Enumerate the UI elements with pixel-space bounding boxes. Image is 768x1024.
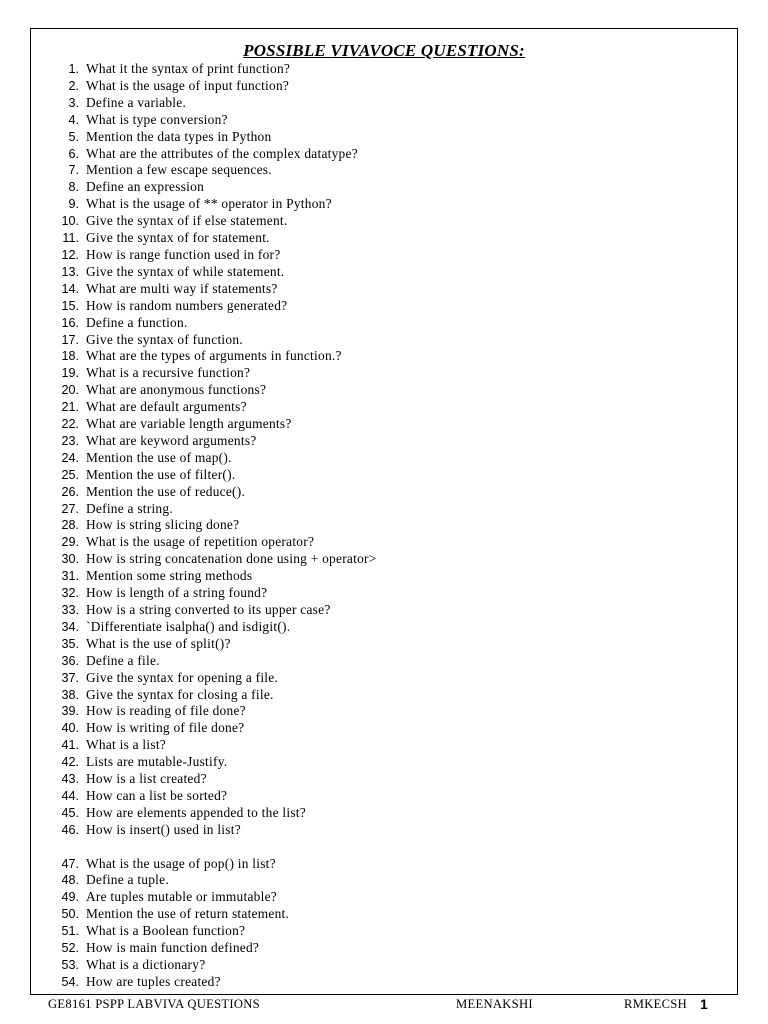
question-text: How is insert() used in list? (86, 821, 241, 837)
question-number: 13. (61, 264, 79, 279)
question-item (52, 619, 377, 636)
question-text: Give the syntax of for statement. (86, 230, 270, 246)
question-number: 10. (61, 214, 79, 229)
question-text: What is a Boolean function? (86, 923, 246, 939)
question-text: Mention the use of reduce(). (86, 483, 246, 499)
question-item (52, 146, 377, 163)
question-text: What are the types of arguments in function.? (86, 348, 342, 364)
question-item (52, 467, 377, 484)
question-item (52, 534, 377, 551)
question-number: 12. (61, 247, 79, 262)
question-number: 49. (61, 890, 79, 905)
question-number: 48. (61, 873, 79, 888)
question-list (52, 61, 377, 991)
question-item (52, 687, 377, 704)
question-item (52, 737, 377, 754)
question-item (52, 112, 377, 129)
question-text: Define a file. (86, 652, 160, 668)
question-text: Define an expression (86, 179, 205, 195)
question-text: Mention a few escape sequences. (86, 162, 272, 178)
question-text: How is a list created? (86, 771, 207, 787)
question-item (52, 484, 377, 501)
question-item (52, 788, 377, 805)
question-number: 33. (61, 603, 79, 617)
question-item (52, 247, 377, 264)
question-item (52, 636, 377, 653)
question-text: How is main function defined? (86, 940, 260, 956)
question-item (52, 889, 377, 906)
document-title: POSSIBLE VIVAVOCE QUESTIONS: (243, 41, 525, 60)
question-text: How can a list be sorted? (86, 787, 228, 803)
question-text: Give the syntax for opening a file. (86, 669, 279, 685)
question-number: 35. (61, 636, 79, 651)
question-item (52, 382, 377, 399)
question-item (52, 923, 377, 940)
question-text: Are tuples mutable or immutable? (86, 889, 277, 905)
question-text: Give the syntax of if else statement. (86, 213, 288, 229)
question-text: What are multi way if statements? (86, 280, 278, 296)
question-number: 15. (61, 298, 79, 313)
question-text: Mention the use of map(). (86, 449, 232, 465)
question-number: 27. (61, 501, 79, 516)
question-item (52, 264, 377, 281)
question-number: 29. (61, 535, 79, 550)
question-item (52, 906, 377, 923)
question-text: Mention the data types in Python (86, 128, 272, 144)
question-item (52, 585, 377, 602)
question-number: 53. (61, 958, 79, 973)
question-text: Lists are mutable-Justify. (86, 754, 228, 770)
question-number: 9. (68, 197, 79, 212)
question-number: 40. (61, 721, 79, 736)
question-number: 36. (61, 653, 79, 668)
question-number: 19. (61, 366, 79, 381)
question-text: What is a dictionary? (86, 957, 206, 973)
question-item (52, 162, 377, 179)
question-number: 6. (68, 146, 79, 161)
question-text: What is type conversion? (86, 111, 228, 127)
question-item (52, 315, 377, 332)
question-text: How is range function used in for? (86, 246, 281, 262)
question-text: What are the attributes of the complex datatype? (86, 145, 358, 161)
question-number: 23. (61, 433, 79, 448)
question-text: What is the usage of input function? (86, 77, 290, 93)
question-text: Mention some string methods (86, 568, 253, 584)
question-item (52, 653, 377, 670)
question-number: 50. (61, 907, 79, 922)
question-number: 37. (61, 670, 79, 685)
question-text: Mention the use of filter(). (86, 466, 236, 482)
question-text: How is random numbers generated? (86, 297, 288, 313)
question-number: 41. (61, 738, 79, 753)
question-item (52, 230, 377, 247)
question-item (52, 213, 377, 230)
question-number: 16. (61, 315, 79, 330)
question-text: Define a tuple. (86, 872, 169, 888)
question-number: 24. (61, 450, 79, 465)
page-number: 1 (700, 996, 709, 1012)
question-item (52, 551, 377, 568)
question-number: 51. (61, 924, 79, 939)
question-text: How is string slicing done? (86, 517, 240, 533)
question-item (52, 298, 377, 315)
question-item (52, 754, 377, 771)
question-number: 30. (61, 552, 79, 567)
question-item (52, 399, 377, 416)
question-number: 44. (61, 788, 79, 803)
question-item (52, 365, 377, 382)
question-number: 18. (61, 349, 79, 364)
question-text: Give the syntax of function. (86, 331, 243, 347)
question-text: Give the syntax of while statement. (86, 263, 285, 279)
question-number: 1. (68, 62, 79, 76)
question-number: 22. (61, 417, 79, 432)
question-text: Mention the use of return statement. (86, 906, 290, 922)
question-text: Give the syntax for closing a file. (86, 686, 274, 702)
question-number: 2. (68, 78, 79, 93)
question-text: What is the use of split()? (86, 635, 231, 651)
footer-course: GE8161 PSPP LABVIVA QUESTIONS (48, 997, 260, 1011)
question-text: Define a function. (86, 314, 188, 330)
question-item (52, 78, 377, 95)
question-number: 28. (61, 518, 79, 533)
question-text: How is reading of file done? (86, 703, 246, 719)
question-item (52, 974, 377, 991)
question-text: How are elements appended to the list? (86, 804, 306, 820)
question-number: 42. (61, 755, 79, 770)
question-number: 43. (61, 772, 79, 787)
question-number: 17. (61, 332, 79, 347)
question-number: 54. (61, 974, 79, 989)
question-item (52, 281, 377, 298)
question-item (52, 940, 377, 957)
question-text: What is a list? (86, 737, 166, 753)
question-number: 34. (61, 619, 79, 634)
question-text: What is the usage of repetition operator? (86, 534, 315, 550)
question-item (52, 433, 377, 450)
question-number: 4. (68, 112, 79, 127)
question-text: How are tuples created? (86, 973, 221, 989)
question-number: 5. (68, 129, 79, 144)
question-number: 14. (61, 281, 79, 296)
question-item (52, 95, 377, 112)
question-item (52, 517, 377, 534)
footer-author: MEENAKSHI (456, 997, 533, 1011)
question-number: 21. (61, 400, 79, 415)
question-item (52, 720, 377, 737)
question-item (52, 872, 377, 889)
question-number: 32. (61, 586, 79, 601)
question-item (52, 957, 377, 974)
question-number: 38. (61, 687, 79, 702)
question-number: 20. (61, 383, 79, 398)
question-item (52, 602, 377, 619)
question-number: 26. (61, 484, 79, 499)
question-item (52, 568, 377, 585)
question-number: 8. (68, 180, 79, 195)
question-item (52, 771, 377, 788)
question-item (52, 670, 377, 687)
question-text: What is the usage of pop() in list? (86, 855, 276, 871)
page-footer (30, 997, 738, 1017)
question-number: 3. (68, 95, 79, 110)
question-number: 31. (61, 569, 79, 584)
question-text: `Differentiate isalpha() and isdigit(). (86, 618, 291, 634)
question-item (52, 822, 377, 839)
question-text: What are variable length arguments? (86, 416, 292, 432)
question-number: 45. (61, 805, 79, 820)
question-text: How is a string converted to its upper case? (86, 602, 331, 617)
question-number: 25. (61, 467, 79, 482)
question-text: What is the usage of ** operator in Python? (86, 196, 332, 212)
question-item (52, 196, 377, 213)
question-text: What are keyword arguments? (86, 432, 257, 448)
question-number: 47. (61, 856, 79, 871)
question-item (52, 703, 377, 720)
question-item (52, 501, 377, 518)
question-item (52, 450, 377, 467)
question-text: What is a recursive function? (86, 365, 251, 381)
question-number: 52. (61, 941, 79, 956)
question-item (52, 332, 377, 349)
question-item (52, 856, 377, 873)
question-item (52, 348, 377, 365)
question-text: What are default arguments? (86, 399, 247, 415)
question-text: How is writing of file done? (86, 720, 245, 736)
question-item (52, 416, 377, 433)
question-item (52, 61, 377, 78)
question-item (52, 179, 377, 196)
question-item (52, 805, 377, 822)
question-text: How is string concatenation done using + operator> (86, 551, 377, 567)
question-text: What are anonymous functions? (86, 382, 267, 398)
question-number: 11. (62, 231, 79, 246)
question-text: Define a variable. (86, 94, 187, 110)
question-text: Define a string. (86, 500, 173, 516)
question-text: What it the syntax of print function? (86, 61, 291, 76)
question-number: 46. (61, 822, 79, 837)
question-number: 39. (61, 704, 79, 719)
question-text: How is length of a string found? (86, 585, 268, 601)
question-item (52, 129, 377, 146)
question-number: 7. (68, 163, 79, 178)
footer-college: RMKECSH (624, 997, 687, 1011)
